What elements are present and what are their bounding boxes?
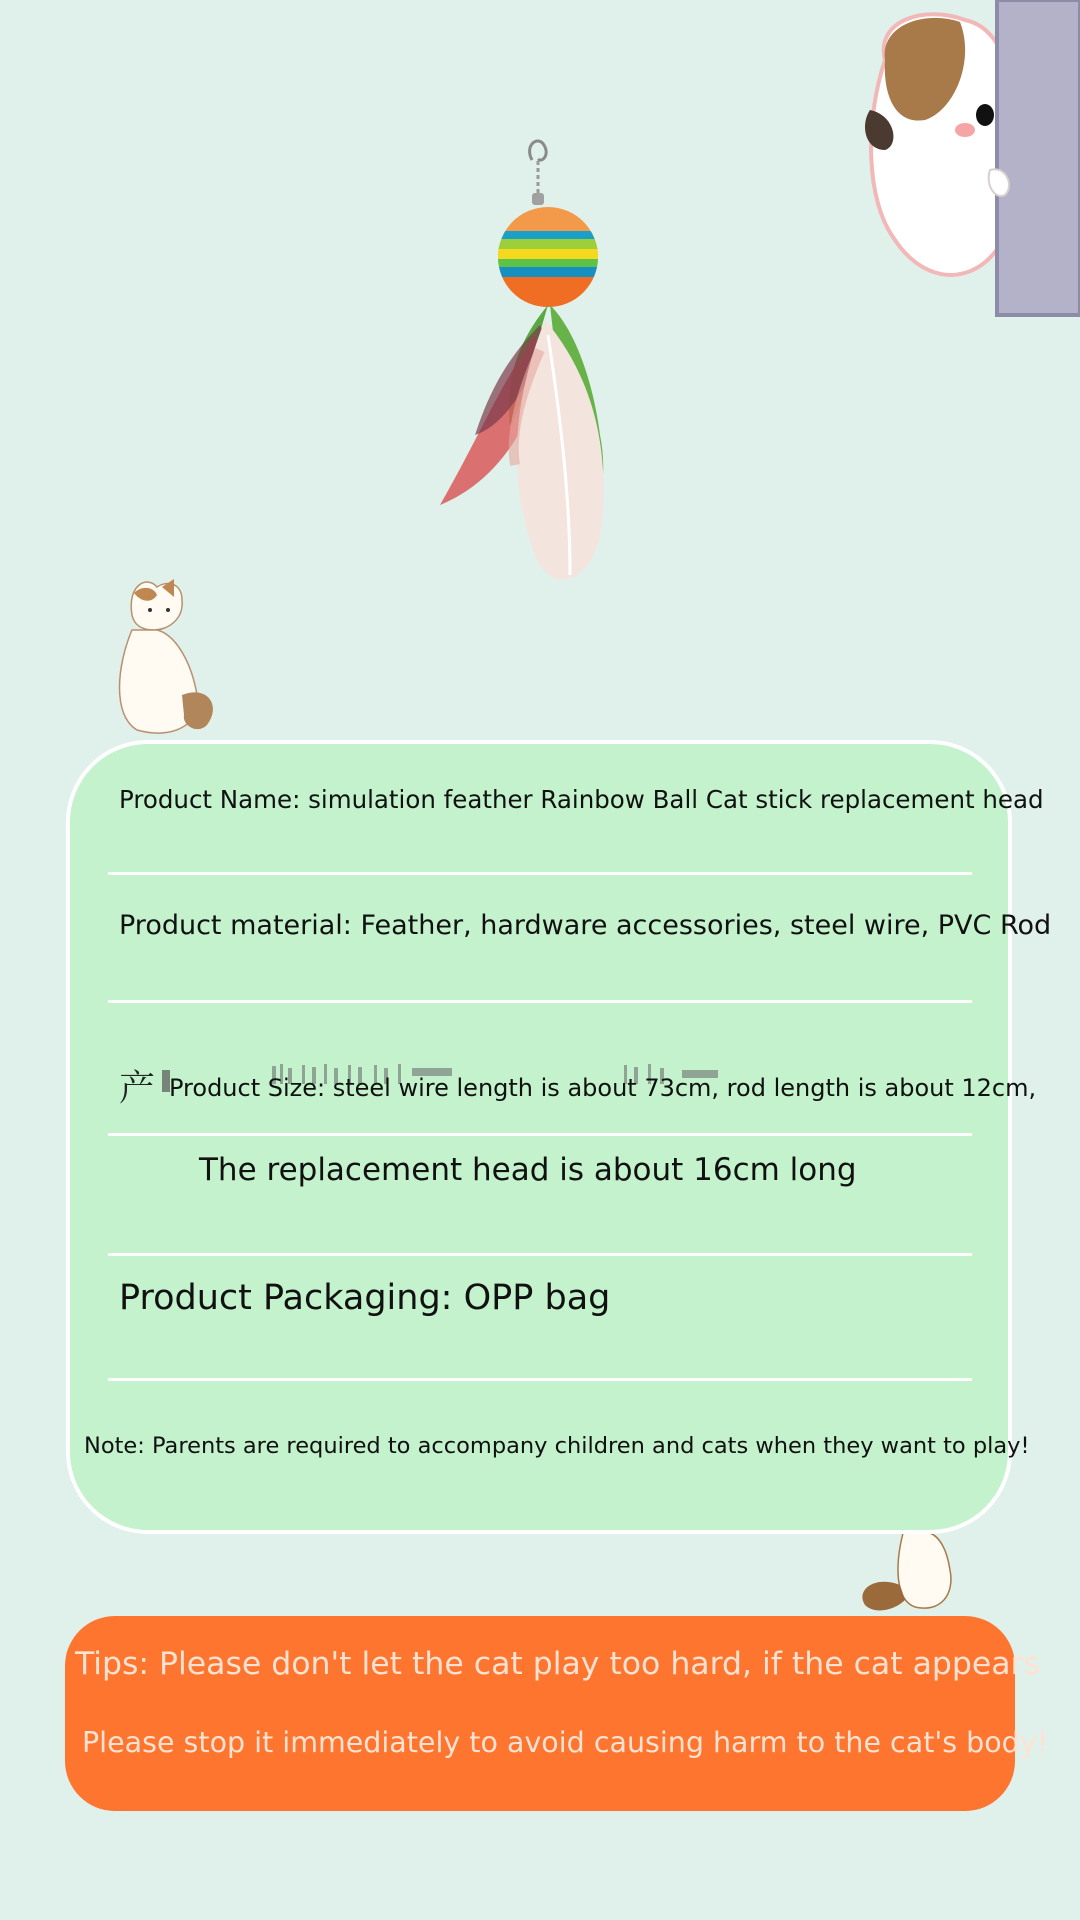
product-size-line-2: The replacement head is about 16cm long [199, 1152, 857, 1188]
parental-note-line: Note: Parents are required to accompany children and cats when they want to play! [84, 1433, 1030, 1459]
tips-line-2: Please stop it immediately to avoid causing harm to the cat's body! [82, 1726, 1049, 1759]
sitting-cat-image [112, 575, 232, 740]
divider [108, 1378, 972, 1381]
product-info-card [66, 740, 1012, 1534]
product-size-line: Product Size: steel wire length is about 73cm, rod length is about 12cm, [169, 1074, 1037, 1102]
feather-toy-image [420, 135, 660, 715]
peeking-cat-image [855, 0, 1080, 320]
tips-line-1: Tips: Please don't let the cat play too hard, if the cat appears [75, 1646, 1040, 1682]
product-size-prefix: 产 [119, 1068, 156, 1109]
product-material-line: Product material: Feather, hardware accessories, steel wire, PVC Rod [119, 910, 1052, 941]
divider [108, 1253, 972, 1256]
product-packaging-line: Product Packaging: OPP bag [119, 1278, 611, 1318]
product-name-line: Product Name: simulation feather Rainbow Ball Cat stick replacement head [119, 785, 1044, 814]
divider [108, 872, 972, 875]
divider [108, 1133, 972, 1136]
divider [108, 1000, 972, 1003]
